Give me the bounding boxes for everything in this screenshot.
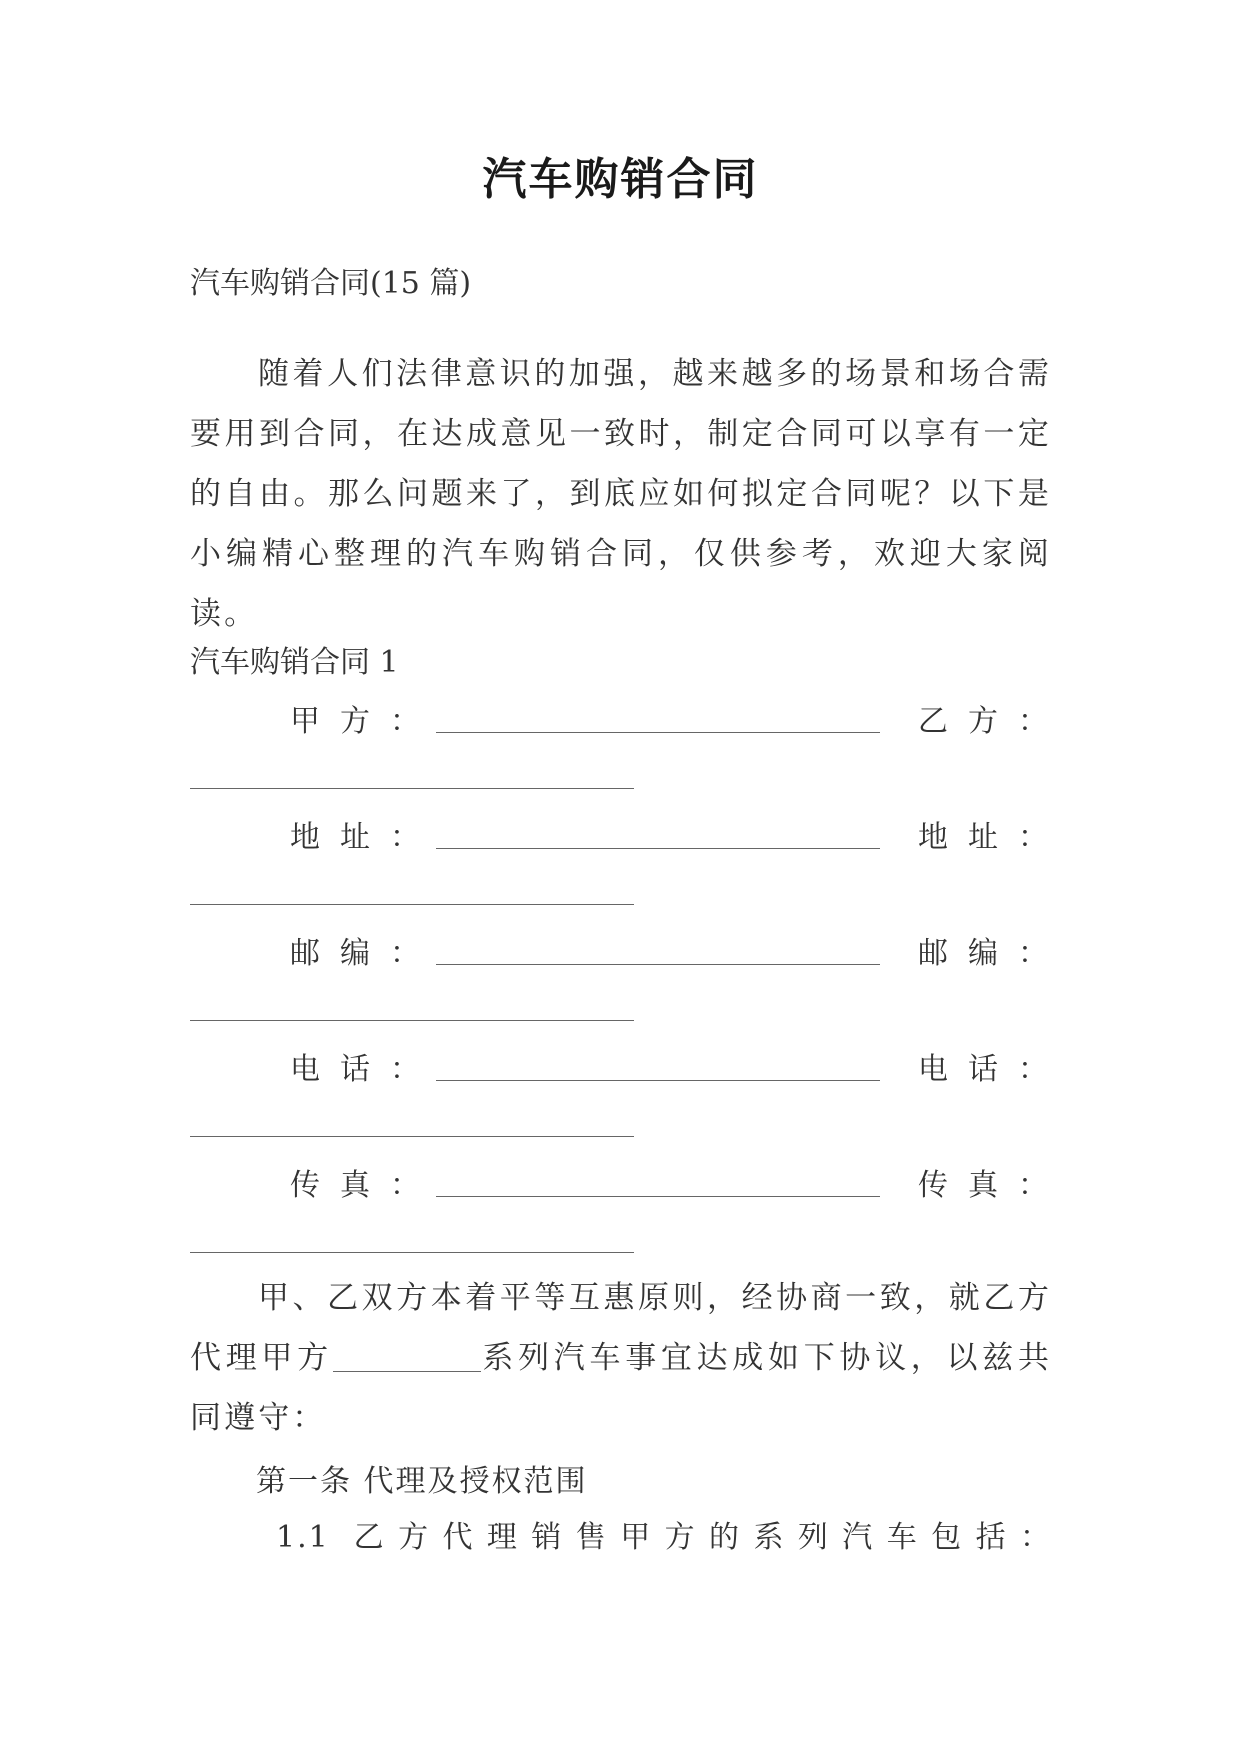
party-a-blank[interactable] xyxy=(436,1196,880,1197)
party-b-blank[interactable] xyxy=(190,1252,634,1253)
party-a-blank[interactable] xyxy=(436,848,880,849)
party-b-label: 邮编： xyxy=(918,936,1068,971)
series-blank[interactable] xyxy=(333,1370,481,1372)
party-row-address xyxy=(190,816,1068,860)
party-b-label: 电话： xyxy=(918,1052,1068,1087)
party-a-label: 甲方： xyxy=(290,704,440,739)
agreement-text-after: 系列汽车事宜达成如下协议，以兹共同遵守： xyxy=(190,1340,1052,1436)
clause-1-1: 1.1 乙方代理销售甲方的系列汽车包括： xyxy=(276,1520,1052,1555)
party-b-label: 传真： xyxy=(918,1168,1068,1203)
party-a-blank[interactable] xyxy=(436,964,880,965)
party-row-fax xyxy=(190,1164,1068,1208)
party-b-blank[interactable] xyxy=(190,904,634,905)
agreement-paragraph xyxy=(190,1268,1052,1448)
agreement-text-before: 甲、乙双方本着平等互惠原则，经协商一致，就乙方代理甲方 xyxy=(190,1280,1052,1376)
article-heading: 第一条 代理及授权范围 xyxy=(256,1464,588,1499)
party-a-blank[interactable] xyxy=(436,732,880,733)
party-b-label: 地址： xyxy=(918,820,1068,855)
intro-paragraph: 随着人们法律意识的加强，越来越多的场景和场合需要用到合同，在达成意见一致时，制定合同可以享有一定的自由。那么问题来了，到底应如何拟定合同呢？以下是小编精心整理的汽车购销合同，仅供参考，欢迎大家阅读。 xyxy=(190,356,1052,632)
document-title: 汽车购销合同 xyxy=(482,154,759,205)
party-a-label: 传真： xyxy=(290,1168,440,1203)
section-heading: 汽车购销合同 1 xyxy=(190,645,399,680)
party-row-phone xyxy=(190,1048,1068,1092)
party-b-label: 乙方： xyxy=(918,704,1068,739)
party-b-blank[interactable] xyxy=(190,1020,634,1021)
party-a-blank[interactable] xyxy=(436,1080,880,1081)
document-subtitle: 汽车购销合同(15 篇) xyxy=(190,266,472,301)
party-row-postcode xyxy=(190,932,1068,976)
party-a-label: 地址： xyxy=(290,820,440,855)
party-b-blank[interactable] xyxy=(190,1136,634,1137)
party-a-label: 邮编： xyxy=(290,936,440,971)
party-row-name xyxy=(190,700,1068,744)
party-a-label: 电话： xyxy=(290,1052,440,1087)
party-b-blank[interactable] xyxy=(190,788,634,789)
